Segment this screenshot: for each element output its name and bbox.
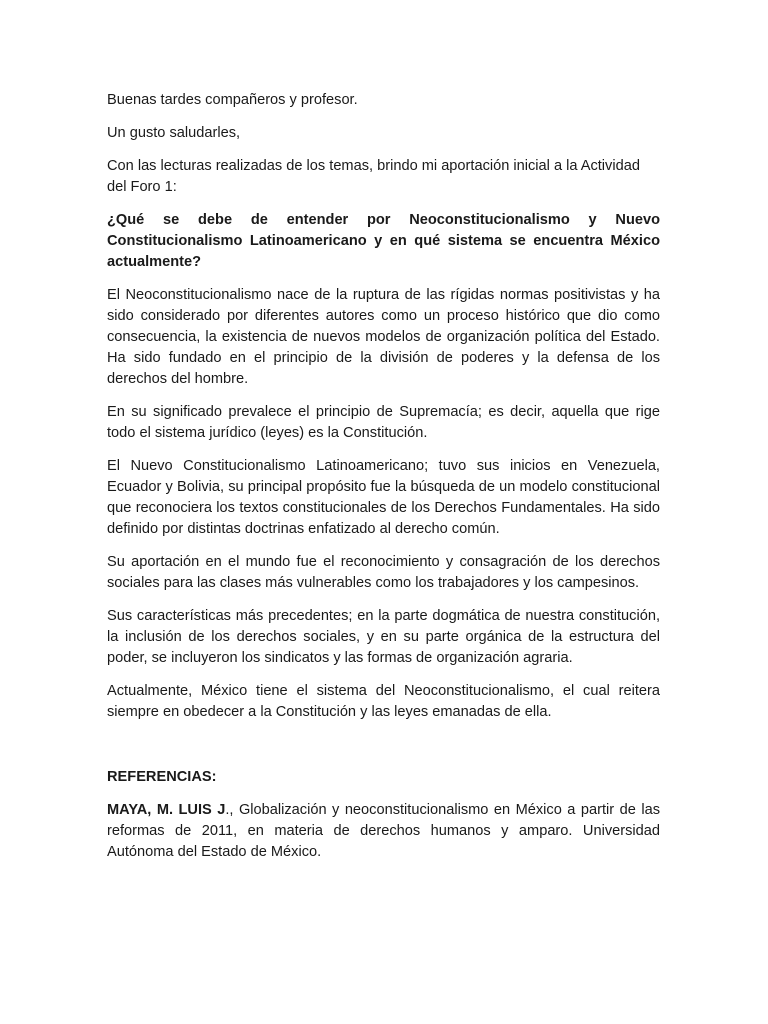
greeting-line: Buenas tardes compañeros y profesor.: [107, 92, 358, 108]
body-paragraph: Sus características más precedentes; en la parte dogmática de nuestra constitución, la inclusión de los derechos sociales, y en su parte orgánica de la estructura del poder, se incluyeron los sindicatos y las formas de organización agraria.: [107, 608, 660, 666]
body-paragraph: El Nuevo Constitucionalismo Latinoamericano; tuvo sus inicios en Venezuela, Ecuador y Bolivia, su principal propósito fue la búsqueda de un modelo constitucional que reconociera los textos constitucionales de los Derechos Fundamentales. Ha sido definido por distintas doctrinas enfatizado al derecho común.: [107, 458, 660, 537]
salutation-line: Un gusto saludarles,: [107, 125, 241, 141]
section-spacer: [107, 735, 660, 767]
body-paragraph: Actualmente, México tiene el sistema del Neoconstitucionalismo, el cual reitera siempre en obedecer a la Constitución y las leyes emanadas de ella.: [107, 683, 660, 720]
body-paragraph: El Neoconstitucionalismo nace de la ruptura de las rígidas normas positivistas y ha sido considerado por diferentes autores como un proceso histórico que dio como consecuencia, la existencia de nuevos modelos de organización política del Estado. Ha sido fundado en el principio de la división de poderes y la defensa de los derechos del hombre.: [107, 287, 660, 387]
body-paragraph: Su aportación en el mundo fue el reconocimiento y consagración de los derechos sociales para las clases más vulnerables como los trabajadores y los campesinos.: [107, 554, 660, 591]
document-page: [107, 90, 660, 875]
body-paragraph: En su significado prevalece el principio de Supremacía; es decir, aquella que rige todo el sistema jurídico (leyes) es la Constitución.: [107, 404, 660, 441]
references-heading: REFERENCIAS:: [107, 769, 217, 785]
reference-text: ., Globalización y neoconstitucionalismo en México a partir de las reformas de 2011, en materia de derechos humanos y amparo. Universidad Autónoma del Estado de México.: [107, 802, 660, 860]
question-heading: ¿Qué se debe de entender por Neoconstitucionalismo y Nuevo Constitucionalismo Latinoamericano y en qué sistema se encuentra México actualmente?: [107, 212, 660, 270]
intro-paragraph: Con las lecturas realizadas de los temas, brindo mi aportación inicial a la Actividad del Foro 1:: [107, 158, 640, 195]
reference-author: MAYA, M. LUIS J: [107, 802, 226, 818]
reference-item: [107, 800, 660, 863]
